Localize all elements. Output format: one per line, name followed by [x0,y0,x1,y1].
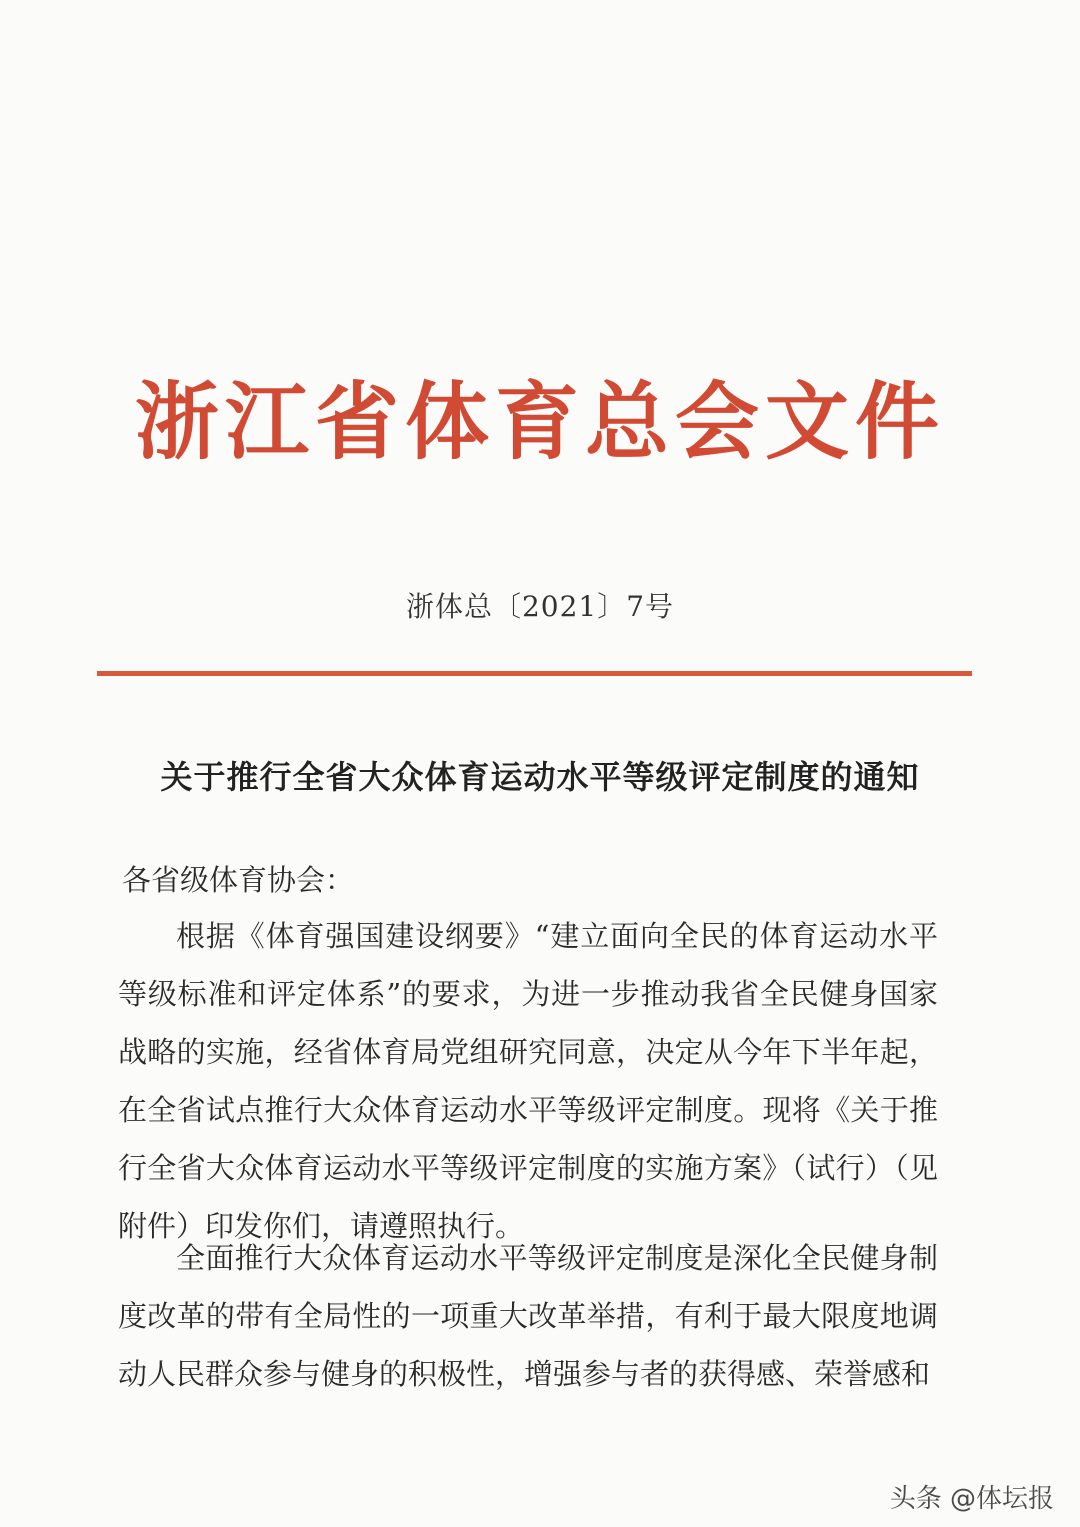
red-divider [97,671,972,676]
document-number: 浙体总〔2021〕7号 [405,590,675,623]
paragraph-1: 根据《体育强国建设纲要》“建立面向全民的体育运动水平等级标准和评定体系”的要求，为进一步推动我省全民健身国家战略的实施，经省体育局党组研究同意，决定从今年下半年起，在全省试点推行大众体育运动水平等级评定制度。现将《关于推行全省大众体育运动水平等级评定制度的实施方案》（试行）（见附件）印发你们，请遵照执行。 [118,919,938,1243]
paragraph-2: 全面推行大众体育运动水平等级评定制度是深化全民健身制度改革的带有全局性的一项重大改革举措，有利于最大限度地调动人民群众参与健身的积极性，增强参与者的获得感、荣誉感和 [118,1241,938,1391]
source-watermark: 头条 @体坛报 [889,1484,1054,1514]
masthead-title: 浙江省体育总会文件 [134,373,945,471]
notice-title: 关于推行全省大众体育运动水平等级评定制度的通知 [160,758,920,796]
salutation: 各省级体育协会： [122,863,355,897]
